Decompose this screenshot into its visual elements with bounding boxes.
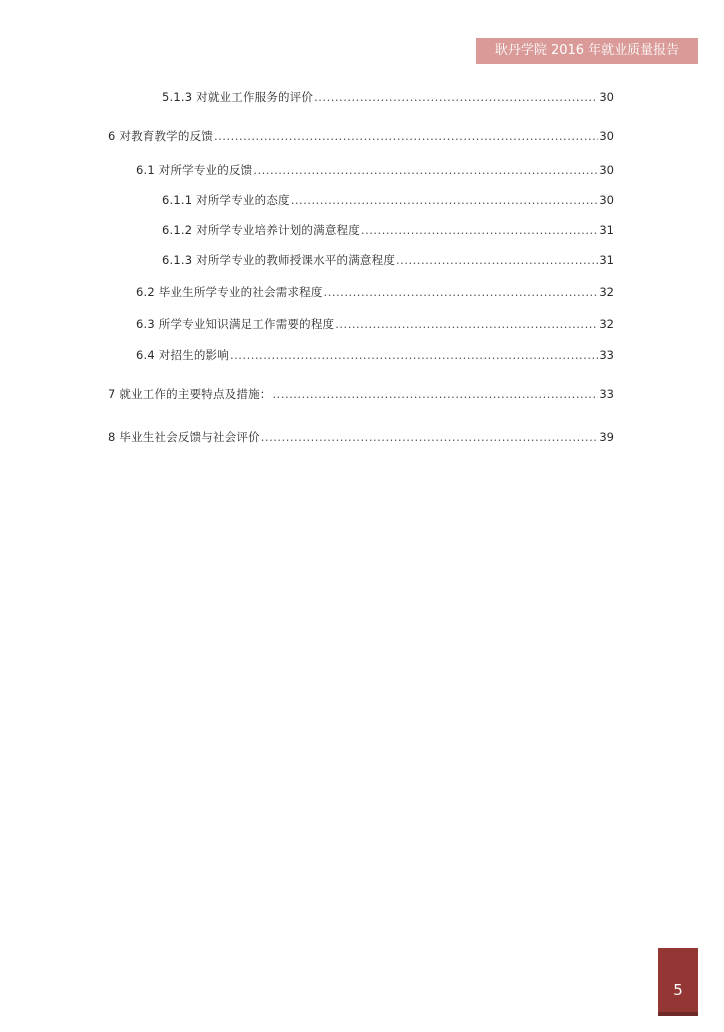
toc-entry-page: 30 [599,193,614,207]
toc-leader-dots [253,162,598,178]
toc-entry[interactable] [108,429,614,445]
toc-entry-page: 30 [599,129,614,143]
toc-entry-page: 33 [599,387,614,401]
footer-accent-strip [658,1012,698,1016]
toc-entry[interactable] [108,386,614,402]
toc-entry[interactable] [162,252,614,268]
toc-entry-page: 31 [599,253,614,267]
toc-entry[interactable] [162,89,614,105]
toc-leader-dots [361,222,598,238]
toc-entry-page: 33 [599,348,614,362]
toc-entry-label: 6.1.1 对所学专业的态度 [162,193,290,207]
toc-leader-dots [396,252,598,268]
toc-entry-page: 39 [599,430,614,444]
toc-entry-page: 31 [599,223,614,237]
toc-entry[interactable] [136,284,614,300]
toc-entry-page: 30 [599,163,614,177]
toc-leader-dots [335,316,598,332]
toc-entry[interactable] [136,162,614,178]
toc-leader-dots [291,192,599,208]
toc-entry-label: 5.1.3 对就业工作服务的评价 [162,90,314,104]
toc-leader-dots [261,429,599,445]
toc-entry-label: 6.1.2 对所学专业培养计划的满意程度 [162,223,360,237]
toc-entry-label: 6.1.3 对所学专业的教师授课水平的满意程度 [162,253,396,267]
toc-leader-dots [272,386,598,402]
toc-entry[interactable] [162,222,614,238]
toc-entry[interactable] [136,316,614,332]
toc-entry-label: 6.3 所学专业知识满足工作需要的程度 [136,317,335,331]
report-title-banner: 耿丹学院 2016 年就业质量报告 [476,38,698,64]
toc-entry-page: 30 [599,90,614,104]
toc-leader-dots [230,347,598,363]
toc-entry[interactable] [108,128,614,144]
toc-entry-label: 7 就业工作的主要特点及措施： [108,387,272,401]
toc-entry[interactable] [162,192,614,208]
toc-entry-label: 6.2 毕业生所学专业的社会需求程度 [136,285,323,299]
page-number: 5 [673,981,683,999]
toc-leader-dots [314,89,598,105]
toc-entry-label: 6.1 对所学专业的反馈 [136,163,253,177]
page-number-badge [658,948,698,1012]
toc-entry[interactable] [136,347,614,363]
toc-entry-label: 6.4 对招生的影响 [136,348,229,362]
toc-entry-label: 8 毕业生社会反馈与社会评价 [108,430,260,444]
toc-leader-dots [324,284,599,300]
toc-entry-label: 6 对教育教学的反馈 [108,129,213,143]
toc-leader-dots [214,128,598,144]
toc-entry-page: 32 [599,285,614,299]
toc-entry-page: 32 [599,317,614,331]
